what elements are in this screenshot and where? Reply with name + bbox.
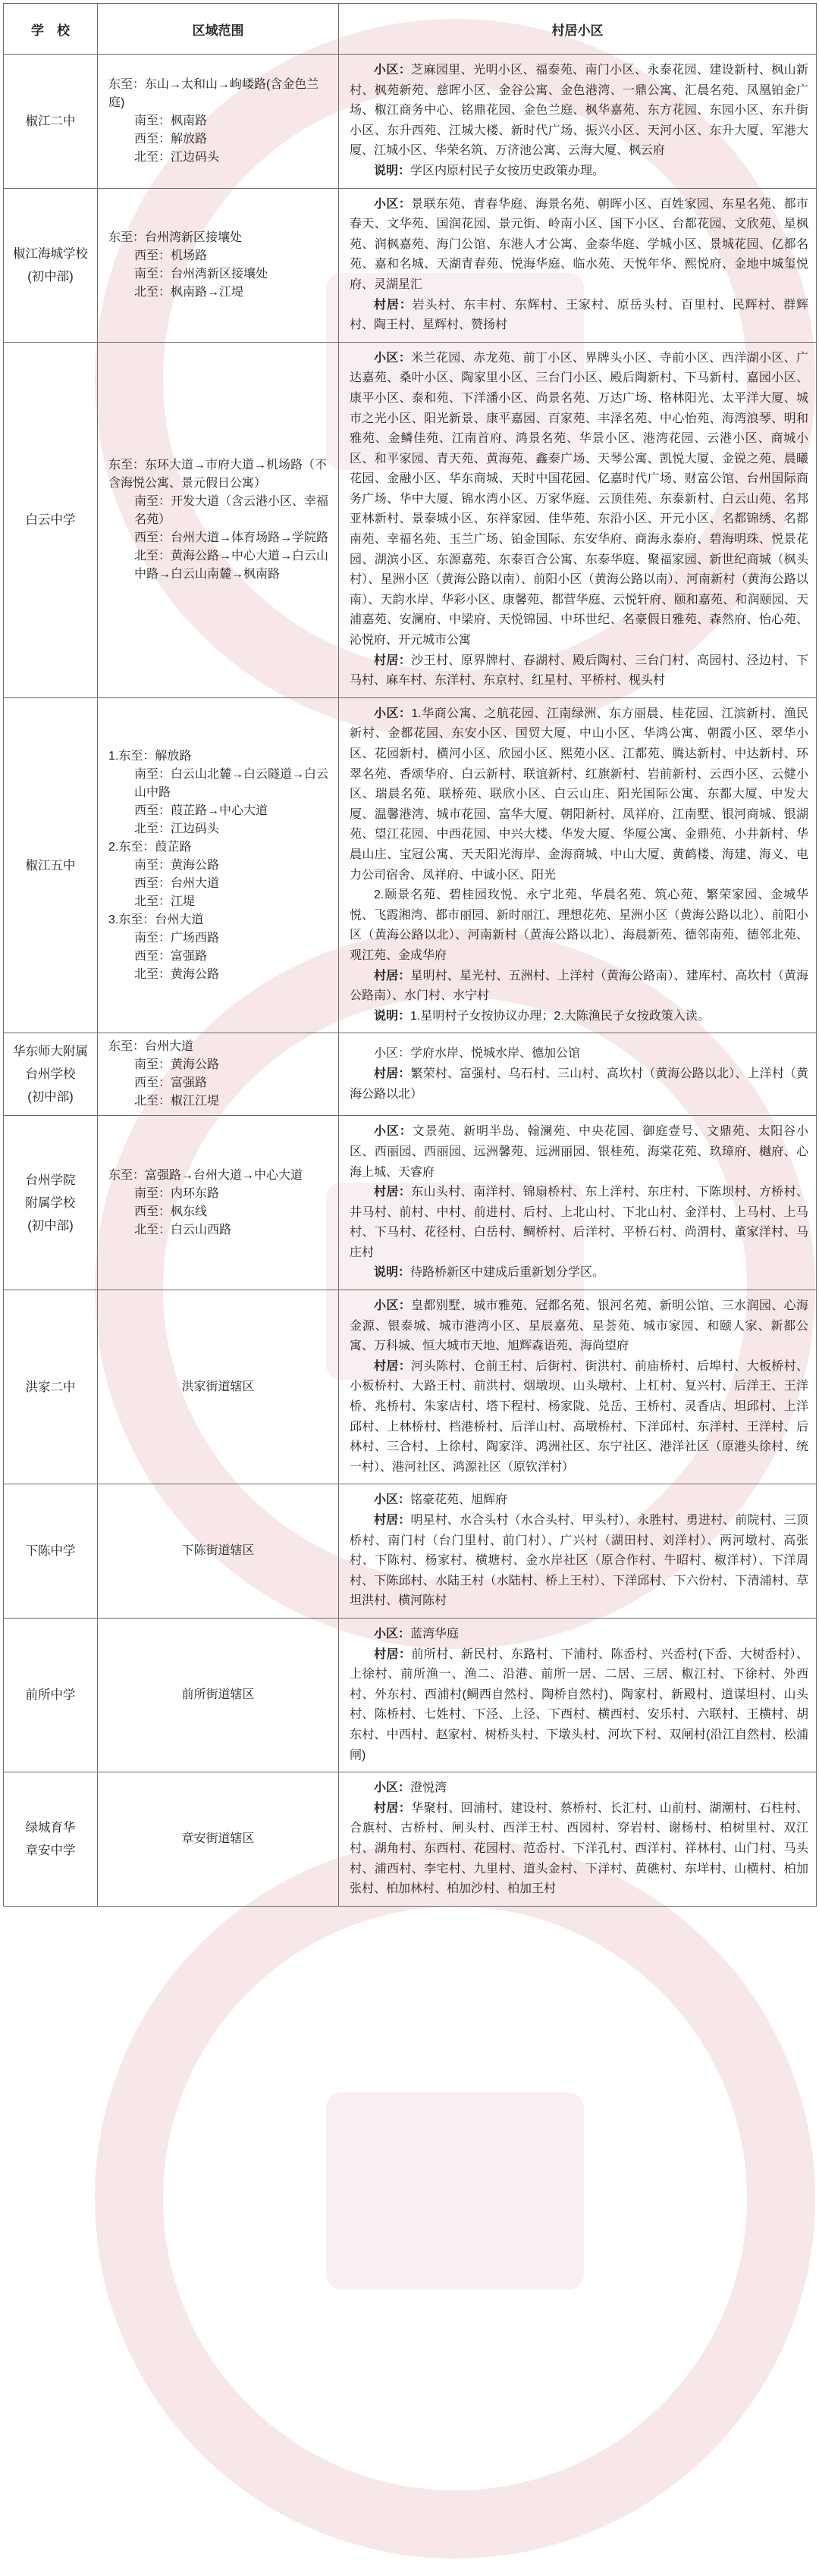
- range-line: 前所街道辖区: [181, 1688, 255, 1702]
- paragraph-lead: 村居：: [374, 1359, 412, 1373]
- school-cell: [4, 55, 98, 189]
- school-name: 椒江二中: [25, 114, 76, 128]
- range-line: 洪家街道辖区: [181, 1380, 255, 1393]
- range-line: 南至：内环东路: [134, 1186, 220, 1200]
- communities-cell: [339, 55, 817, 189]
- paragraph-lead: 小区：: [374, 64, 412, 77]
- paragraph-lead: 小区：: [374, 707, 412, 720]
- header-communities: 村居小区: [339, 4, 817, 55]
- paragraph-lead: 村居：: [374, 1067, 411, 1081]
- school-name: (初中部): [27, 1218, 74, 1233]
- community-paragraph: [350, 1645, 808, 1766]
- community-paragraph: [350, 967, 808, 1007]
- paragraph-lead: 说明：: [374, 1266, 411, 1280]
- community-paragraph: [350, 1799, 808, 1900]
- paragraph-lead: 小区：: [374, 1299, 412, 1313]
- paragraph-text: 铭豪花苑、旭辉府: [410, 1493, 508, 1507]
- header-school: 学 校: [4, 4, 98, 55]
- range-cell: [98, 188, 339, 342]
- paragraph-lead: 村居：: [374, 1514, 411, 1527]
- range-line: 西至：葭芷路→中心大道: [134, 804, 268, 817]
- paragraph-text: 芝麻园里、光明小区、福泰苑、南门小区、永泰花园、建设新村、枫山新村、枫苑新苑、慈晖小区、金谷公寓、金色港湾、一鼎公寓、汇晨名苑、凤凰铂金广场、椒江商务中心、铭鼎花园、金色兰庭、枫华嘉苑、东方花园、东园小区、东升街小区、东升西苑、江城大楼、新时代广场、振兴小区、天河小区、东升大厦、军港大厦、江城小区、华荣名筑、万济池公寓、云海大厦、枫云府: [350, 64, 808, 158]
- paragraph-lead: 小区：: [374, 1493, 411, 1507]
- communities-cell: [339, 1033, 817, 1116]
- community-paragraph: [350, 296, 808, 336]
- school-cell: [4, 1033, 98, 1116]
- school-cell: [4, 697, 98, 1033]
- paragraph-lead: 小区：: [374, 351, 412, 365]
- paragraph-lead: 小区：: [374, 1627, 411, 1641]
- school-cell: [4, 1484, 98, 1619]
- school-name: (初中部): [27, 269, 74, 284]
- table-row: [4, 1033, 817, 1116]
- paragraph-text: 星明村、星光村、五洲村、上洋村（黄海公路南）、建库村、高坎村（黄海公路南）、水门村、水宁村: [350, 969, 808, 1003]
- range-line: 东至：东山→太和山→岣嵝路(含金色兰庭): [108, 77, 319, 109]
- paragraph-text: 皇都别墅、城市雅苑、冠都名苑、银河名苑、新明公馆、三水润园、心海金源、银泰城、城市港湾小区、星辰嘉苑、星荟苑、城市家园、和颐人家、新都公寓、万科城、恒大城市天地、旭辉森语苑、海尚望府: [350, 1299, 808, 1353]
- paragraph-text: 前所村、新民村、东路村、下浦村、陈岙村、兴岙村(下岙、大树岙村）、上徐村、前所渔一、渔二、沿港、前所一居、二居、三居、椒江村、下徐村、外西村、外东村、西浦村(鲷西自然村、陶桥自然村)、陶家村、新殿村、道谋坦村、山头村、陈桥村、七姓村、下泾、上泾、下西村、横西村、安乐村、六联村、王横村、胡东村、中西村、赵家村、树桥头村、下墩头村、河坎下村、双闸村(沿江自然村、松浦闸): [350, 1647, 808, 1762]
- range-cell: [98, 1484, 339, 1619]
- range-line: 南至：白云山北麓→白云隧道→白云山中路: [134, 767, 329, 799]
- community-paragraph: [350, 161, 808, 182]
- communities-cell: [339, 1290, 817, 1484]
- range-line: 北至：江边码头: [134, 150, 220, 164]
- paragraph-text: 华聚村、回浦村、建设村、蔡桥村、长汇村、山前村、湖潮村、石柱村、合旗村、古桥村、闸头村、西洋王村、西园村、穿岩村、谢杨村、柏树里村、双江村、湖角村、东西村、花园村、范岙村、下洋孔村、西洋村、祥林村、山门村、马头村、浦西村、李宅村、九里村、道头金村、下洋村、黄礁村、东垟村、山横村、柏加张村、柏加林村、柏加沙村、柏加王村: [350, 1801, 808, 1896]
- community-paragraph: [350, 1357, 808, 1478]
- community-paragraph: [350, 61, 808, 161]
- header-range: 区域范围: [98, 4, 339, 55]
- school-name: 绿城育华: [25, 1820, 76, 1835]
- school-name: 椒江海城学校: [13, 246, 88, 261]
- range-line: 东至：台州湾新区接壤处: [108, 230, 243, 244]
- table-row: [4, 1772, 817, 1907]
- community-paragraph: [350, 195, 808, 296]
- community-paragraph: [350, 1625, 808, 1645]
- range-line: 西至：台州大道: [134, 876, 220, 890]
- range-line: 东至：台州大道: [108, 1040, 194, 1054]
- paragraph-text: 景联东苑、青春华庭、海景名苑、朝晖小区、百姓家园、东星名苑、都市春天、文华苑、国润花园、景元街、岭南小区、国下小区、台都花园、文欣苑、星枫苑、润枫嘉苑、海门公馆、东港人才公寓、金泰华庭、学城小区、景城花园、亿都名苑、嘉和名城、天湖青春苑、悦海华庭、临水苑、天悦年华、熙悦府、金地中城玺悦府、灵湖星汇: [350, 197, 808, 291]
- range-line: 西至：富强路: [134, 949, 208, 963]
- community-paragraph: [350, 349, 808, 651]
- school-name: 下陈中学: [25, 1544, 76, 1559]
- community-paragraph: [350, 1064, 808, 1105]
- range-cell: [98, 1290, 339, 1484]
- school-name: 椒江五中: [25, 858, 76, 873]
- range-cell: [98, 1772, 339, 1907]
- communities-cell: [339, 1116, 817, 1290]
- school-name: (初中部): [27, 1090, 74, 1105]
- range-line: 南至：枫南路: [134, 114, 208, 127]
- communities-cell: [339, 342, 817, 697]
- range-line: 北至：江边码头: [134, 822, 220, 835]
- range-line: 1.东至：解放路: [108, 749, 192, 763]
- table-row: [4, 1116, 817, 1290]
- range-line: 北至：椒江江堤: [134, 1095, 220, 1108]
- table-row: [4, 1618, 817, 1772]
- range-line: 东至：东环大道→市府大道→机场路（不含海悦公寓、景元假日公寓）: [108, 458, 328, 490]
- range-line: 北至：江堤: [134, 895, 196, 908]
- paragraph-text: 岩头村、东丰村、东辉村、王家村、原岳头村、百里村、民辉村、群辉村、陶王村、星辉村、赞扬村: [350, 298, 808, 332]
- paragraph-lead: 小区：: [374, 1125, 413, 1139]
- school-name: 章安中学: [25, 1843, 76, 1857]
- range-cell: [98, 55, 339, 189]
- school-name: 洪家二中: [25, 1380, 76, 1394]
- school-cell: [4, 188, 98, 342]
- community-paragraph: [350, 1122, 808, 1183]
- school-cell: [4, 342, 98, 697]
- communities-cell: [339, 188, 817, 342]
- table-row: [4, 1290, 817, 1484]
- school-cell: [4, 1116, 98, 1290]
- community-paragraph: [350, 1183, 808, 1263]
- communities-cell: [339, 1618, 817, 1772]
- range-line: 西至：枫东线: [134, 1205, 208, 1218]
- range-line: 西至：机场路: [134, 249, 208, 262]
- range-line: 北至：白云山西路: [134, 1223, 232, 1236]
- paragraph-text: 文景苑、新明半岛、翰澜苑、中央花园、御庭壹号、文鼎苑、太阳谷小区、西丽园、西丽园、远洲馨苑、远洲丽园、银桂苑、海棠花苑、玖璋府、樾府、心海上城、天睿府: [350, 1125, 808, 1179]
- range-line: 南至：黄海公路: [134, 858, 220, 872]
- school-name: 前所中学: [25, 1688, 76, 1703]
- range-line: 西至：富强路: [134, 1076, 208, 1090]
- paragraph-text: 1.星明村子女按协议办理；2.大陈渔民子女按政策入读。: [410, 1009, 710, 1023]
- paragraph-text: 待路桥新区中建成后重新划分学区。: [410, 1266, 605, 1280]
- school-name: 华东师大附属: [13, 1045, 88, 1059]
- range-cell: [98, 1116, 339, 1290]
- paragraph-lead: 小区：: [374, 1782, 411, 1795]
- range-line: 北至：黄海公路→中心大道→白云山中路→白云山南麓→枫南路: [134, 549, 329, 581]
- paragraph-lead: 村居：: [374, 969, 411, 982]
- communities-cell: [339, 697, 817, 1033]
- communities-cell: [339, 1772, 817, 1907]
- table-row: [4, 342, 817, 697]
- range-cell: [98, 697, 339, 1033]
- range-line: 南至：开发大道（含云港小区、幸福名苑）: [134, 494, 329, 526]
- school-cell: [4, 1772, 98, 1907]
- school-name: 台州学院: [25, 1173, 76, 1187]
- community-paragraph: [350, 1044, 808, 1064]
- community-paragraph: [350, 885, 808, 966]
- range-line: 西至：解放路: [134, 132, 208, 146]
- paragraph-text: 河头陈村、仓前王村、后街村、街洪村、前庙桥村、后埠村、大板桥村、小板桥村、大路王村、前洪村、烟墩坝、山头墩村、上杠村、复兴村、后洋王、王洋桥、兆桥村、朱家店村、塔下程村、杨家陇、兑岳、王桥村、灵香店、坦邱村、上洋邱村、上林桥村、档港桥村、后洋山村、高墩桥村、下洋邱村、东洋村、王洋村、后林村、三合村、上徐村、陶家洋、鸿洲社区、东宁社区、港洋社区（原港头徐村、统一村）、港河社区、鸿源社区（原钦洋村）: [350, 1359, 808, 1474]
- school-district-table: [3, 3, 817, 1907]
- range-line: 南至：台州湾新区接壤处: [134, 267, 268, 280]
- paragraph-text: 蓝湾华庭: [410, 1627, 460, 1641]
- table-header-row: [4, 4, 817, 55]
- paragraph-text: 澄悦湾: [410, 1782, 447, 1795]
- school-name: 白云中学: [25, 512, 76, 527]
- range-line: 章安街道辖区: [181, 1832, 255, 1845]
- community-paragraph: [350, 1007, 808, 1027]
- paragraph-text: 2.颐景名苑、碧桂园玫悦、永宁北苑、华晨名苑、筑心苑、繁荣家园、金城华悦、飞霞湘湾、都市丽园、新时丽江、理想花苑、星洲小区（黄海公路以北）、前阳小区（黄海公路以北）、河南新村（黄海公路以北）、海晨新苑、德邻南苑、德邻北苑、观江苑、金成华府: [350, 888, 808, 962]
- school-name: 台州学校: [25, 1067, 76, 1082]
- range-line: 南至：黄海公路: [134, 1058, 220, 1072]
- paragraph-text: 明星村、水合头村（水合头村、甲头村）、永胜村、勇进村、前院村、三顶桥村、南门村（台门里村、前门村）、广兴村（湖田村、刘洋村）、两河墩村、高张村、下陈村、杨家村、横塘村、金水岸社区（原合作村、牛昭村、椒洋村）、下洋周村、下陈邱村、水陆王村（水陆村、桥上王村）、下洋邱村、下六份村、下清浦村、草坦洪村、横河陈村: [350, 1514, 808, 1608]
- table-row: [4, 1484, 817, 1619]
- paragraph-lead: 说明：: [374, 164, 411, 177]
- range-cell: [98, 1618, 339, 1772]
- range-line: 东至：富强路→台州大道→中心大道: [108, 1168, 303, 1182]
- paragraph-text: 小区：学府水岸、悦城水岸、德加公馆: [374, 1047, 581, 1061]
- community-paragraph: [350, 1511, 808, 1612]
- table-row: [4, 697, 817, 1033]
- range-line: 西至：台州大道→体育场路→学院路: [134, 531, 329, 544]
- paragraph-lead: 村居：: [374, 653, 412, 667]
- table-row: [4, 188, 817, 342]
- school-cell: [4, 1618, 98, 1772]
- paragraph-lead: 小区：: [374, 197, 412, 211]
- paragraph-lead: 村居：: [374, 1801, 412, 1815]
- community-paragraph: [350, 1490, 808, 1511]
- range-line: 3.东至：台州大道: [108, 913, 204, 926]
- range-cell: [98, 342, 339, 697]
- school-name: 附属学校: [25, 1196, 76, 1210]
- paragraph-text: 学区内原村民子女按历史政策办理。: [410, 164, 605, 177]
- community-paragraph: [350, 704, 808, 885]
- paragraph-lead: 说明：: [374, 1009, 411, 1023]
- community-paragraph: [350, 651, 808, 691]
- paragraph-text: 米兰花园、赤龙苑、前丁小区、界牌头小区、寺前小区、西洋湖小区、广达嘉苑、桑叶小区、陶家里小区、三台门小区、殿后陶新村、下马新村、嘉园小区、康平小区、泰和苑、下洋潘小区、尚景名苑、万达广场、格林阳光、太平洋大厦、城市之光小区、阳光新景、康平嘉园、百家苑、丰泽名苑、中心怡苑、海湾浪琴、明和雅苑、金鳞佳苑、江南首府、鸿景名苑、华景小区、港湾花园、云港小区、商城小区、和平家园、青天苑、黄海苑、鑫泰广场、天琴公寓、凯悦大厦、金锐之苑、晨曦花园、金融小区、华东商城、天时中国花园、亿嘉时代广场、财富公馆、台州国际商务广场、华中大厦、锦水湾小区、万家华庭、云顶佳苑、东泰新村、白云山苑、名邦亚林新村、景泰城小区、东祥家园、佳华苑、东沿小区、开元小区、名都锦绣、名都南苑、幸福名苑、玉兰广场、铂金国际、东安华府、商海永泰府、碧海明珠、悦景花园、湖滨小区、东源嘉苑、东泰百合公寓、东泰华庭、聚福家园、新世纪商城（枫头村）、星洲小区（黄海公路以南）、前阳小区（黄海公路以南）、河南新村（黄海公路以南）、天韵水岸、华彩小区、康馨苑、都营华庭、云悦轩府、颐和嘉苑、和润颐园、天浦嘉苑、安澜府、中梁府、天悦锦园、中环世纪、名豪假日雅苑、森然府、怡心苑、沁悦府、开元城市公寓: [350, 351, 808, 647]
- range-cell: [98, 1033, 339, 1116]
- community-paragraph: [350, 1263, 808, 1283]
- range-line: 2.东至：葭芷路: [108, 840, 192, 854]
- paragraph-text: 繁荣村、富强村、乌石村、三山村、高坎村（黄海公路以北）、上洋村（黄海公路以北）: [350, 1067, 808, 1101]
- communities-cell: [339, 1484, 817, 1619]
- community-paragraph: [350, 1296, 808, 1357]
- paragraph-lead: 村居：: [374, 298, 413, 312]
- paragraph-lead: 村居：: [374, 1186, 412, 1199]
- community-paragraph: [350, 1778, 808, 1799]
- range-line: 南至：广场西路: [134, 931, 220, 945]
- range-line: 下陈街道辖区: [181, 1544, 255, 1558]
- paragraph-text: 沙王村、原界牌村、春湖村、殿后陶村、三台门村、高园村、泾边村、下马村、麻车村、东洋村、东京村、红星村、平桥村、枧头村: [350, 653, 808, 688]
- table-row: [4, 55, 817, 189]
- range-line: 北至：枫南路→江堤: [134, 285, 244, 299]
- paragraph-lead: 村居：: [374, 1647, 412, 1661]
- range-line: 北至：黄海公路: [134, 967, 220, 981]
- school-cell: [4, 1290, 98, 1484]
- paragraph-text: 1.华商公寓、之航花园、江南绿洲、东方丽晨、桂花园、江滨新村、渔民新村、金都花园、东安小区、国贸大厦、中山小区、华鸿公寓、朝霞小区、翠华小区、花园新村、横河小区、欣园小区、熙苑小区、江都苑、腾达新村、中达新村、环翠名苑、香颂华府、白云新村、联谊新村、红旗新村、岩前新村、云西小区、云健小区、瑞晨名苑、联桥苑、联欣小区、白云山庄、阳光国际公寓、东都大厦、中发大厦、温馨港湾、城市花园、富华大厦、朝阳新村、凤祥府、江南墅、银河商城、银湖苑、望江花园、中西花园、中兴大楼、华发大厦、华厦公寓、金鼎苑、小井新村、华晨山庄、宝冠公寓、天天阳光海岸、金海商城、中山大厦、黄鹤楼、海建、海义、电力公司宿舍、凤祥府、中诚小区、阳光: [350, 707, 808, 882]
- paragraph-text: 东山头村、南洋村、锦扇桥村、东上洋村、东庄村、下陈坝村、方桥村、井马村、前村、中村、前进村、后村、上北山村、下北山村、金洋村、上马村、上马村、下马村、花径村、白岳村、鲷桥村、后洋村、平桥石村、尚渭村、董家洋村、马庄村: [350, 1186, 808, 1259]
